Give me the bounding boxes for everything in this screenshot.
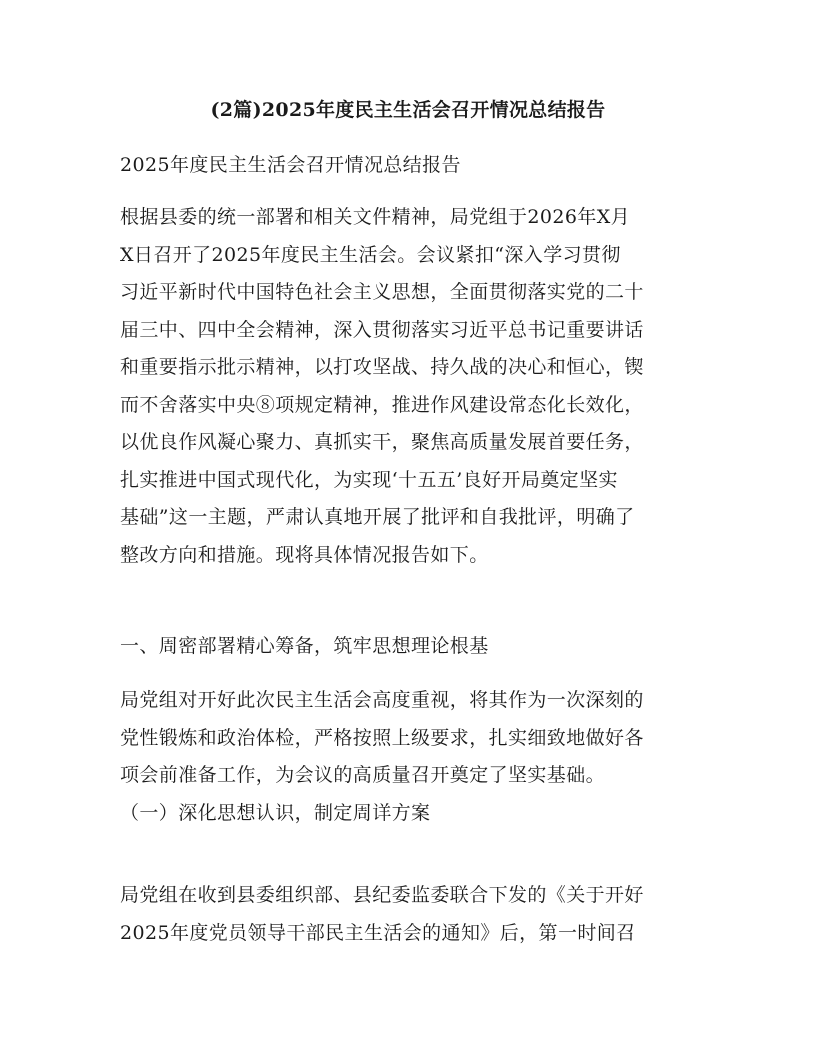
paragraph-line: X日召开了2025年度民主生活会。会议紧扣“深入学习贯彻 <box>120 243 621 266</box>
subsection-heading-1 <box>120 795 704 833</box>
paragraph-line: 党性锻炼和政治体检，严格按照上级要求，扎实细致地做好各 <box>120 726 644 749</box>
paragraph-line: 和重要指示批示精神，以打攻坚战、持久战的决心和恒心，锲 <box>120 356 644 378</box>
section-1-paragraph <box>120 682 704 795</box>
paragraph-line: 局党组在收到县委组织部、县纪委监委联合下发的《关于开好 <box>120 884 644 906</box>
paragraph-line: 扎实推进中国式现代化，为实现‘十五五’良好开局奠定坚实 <box>120 468 618 491</box>
subtitle-text: 2025年度民主生活会召开情况总结报告 <box>120 154 461 176</box>
section-heading-text: 一、周密部署精心筹备，筑牢思想理论根基 <box>120 635 489 657</box>
paragraph-line: 项会前准备工作，为会议的高质量召开奠定了坚实基础。 <box>120 764 606 786</box>
paragraph-line: 2025年度党员领导干部民主生活会的通知》后，第一时间召 <box>120 921 636 944</box>
paragraph-line: 整改方向和措施。现将具体情况报告如下。 <box>120 543 489 566</box>
paragraph-line: 基础”这一主题，严肃认真地开展了批评和自我批评，明确了 <box>120 506 635 528</box>
section-heading-1 <box>120 628 704 666</box>
paragraph-line: 根据县委的统一部署和相关文件精神，局党组于2026年X月 <box>120 206 631 228</box>
document-subtitle <box>120 147 704 185</box>
intro-paragraph <box>120 199 704 574</box>
paragraph-line: 以优良作风凝心聚力、真抓实干，聚焦高质量发展首要任务， <box>120 431 644 453</box>
document-title: (2篇)2025年度民主生活会召开情况总结报告 <box>210 99 606 121</box>
subsection-heading-text: （一）深化思想认识，制定周详方案 <box>120 802 431 824</box>
paragraph-line: 届三中、四中全会精神，深入贯彻落实习近平总书记重要讲话 <box>120 318 644 341</box>
paragraph-line: 习近平新时代中国特色社会主义思想，全面贯彻落实党的二十 <box>120 281 644 303</box>
paragraph-line: 局党组对开好此次民主生活会高度重视，将其作为一次深刻的 <box>120 689 644 711</box>
paragraph-line: 而不舍落实中央⑧项规定精神，推进作风建设常态化长效化， <box>120 393 644 416</box>
subsection-1-paragraph <box>120 877 704 952</box>
